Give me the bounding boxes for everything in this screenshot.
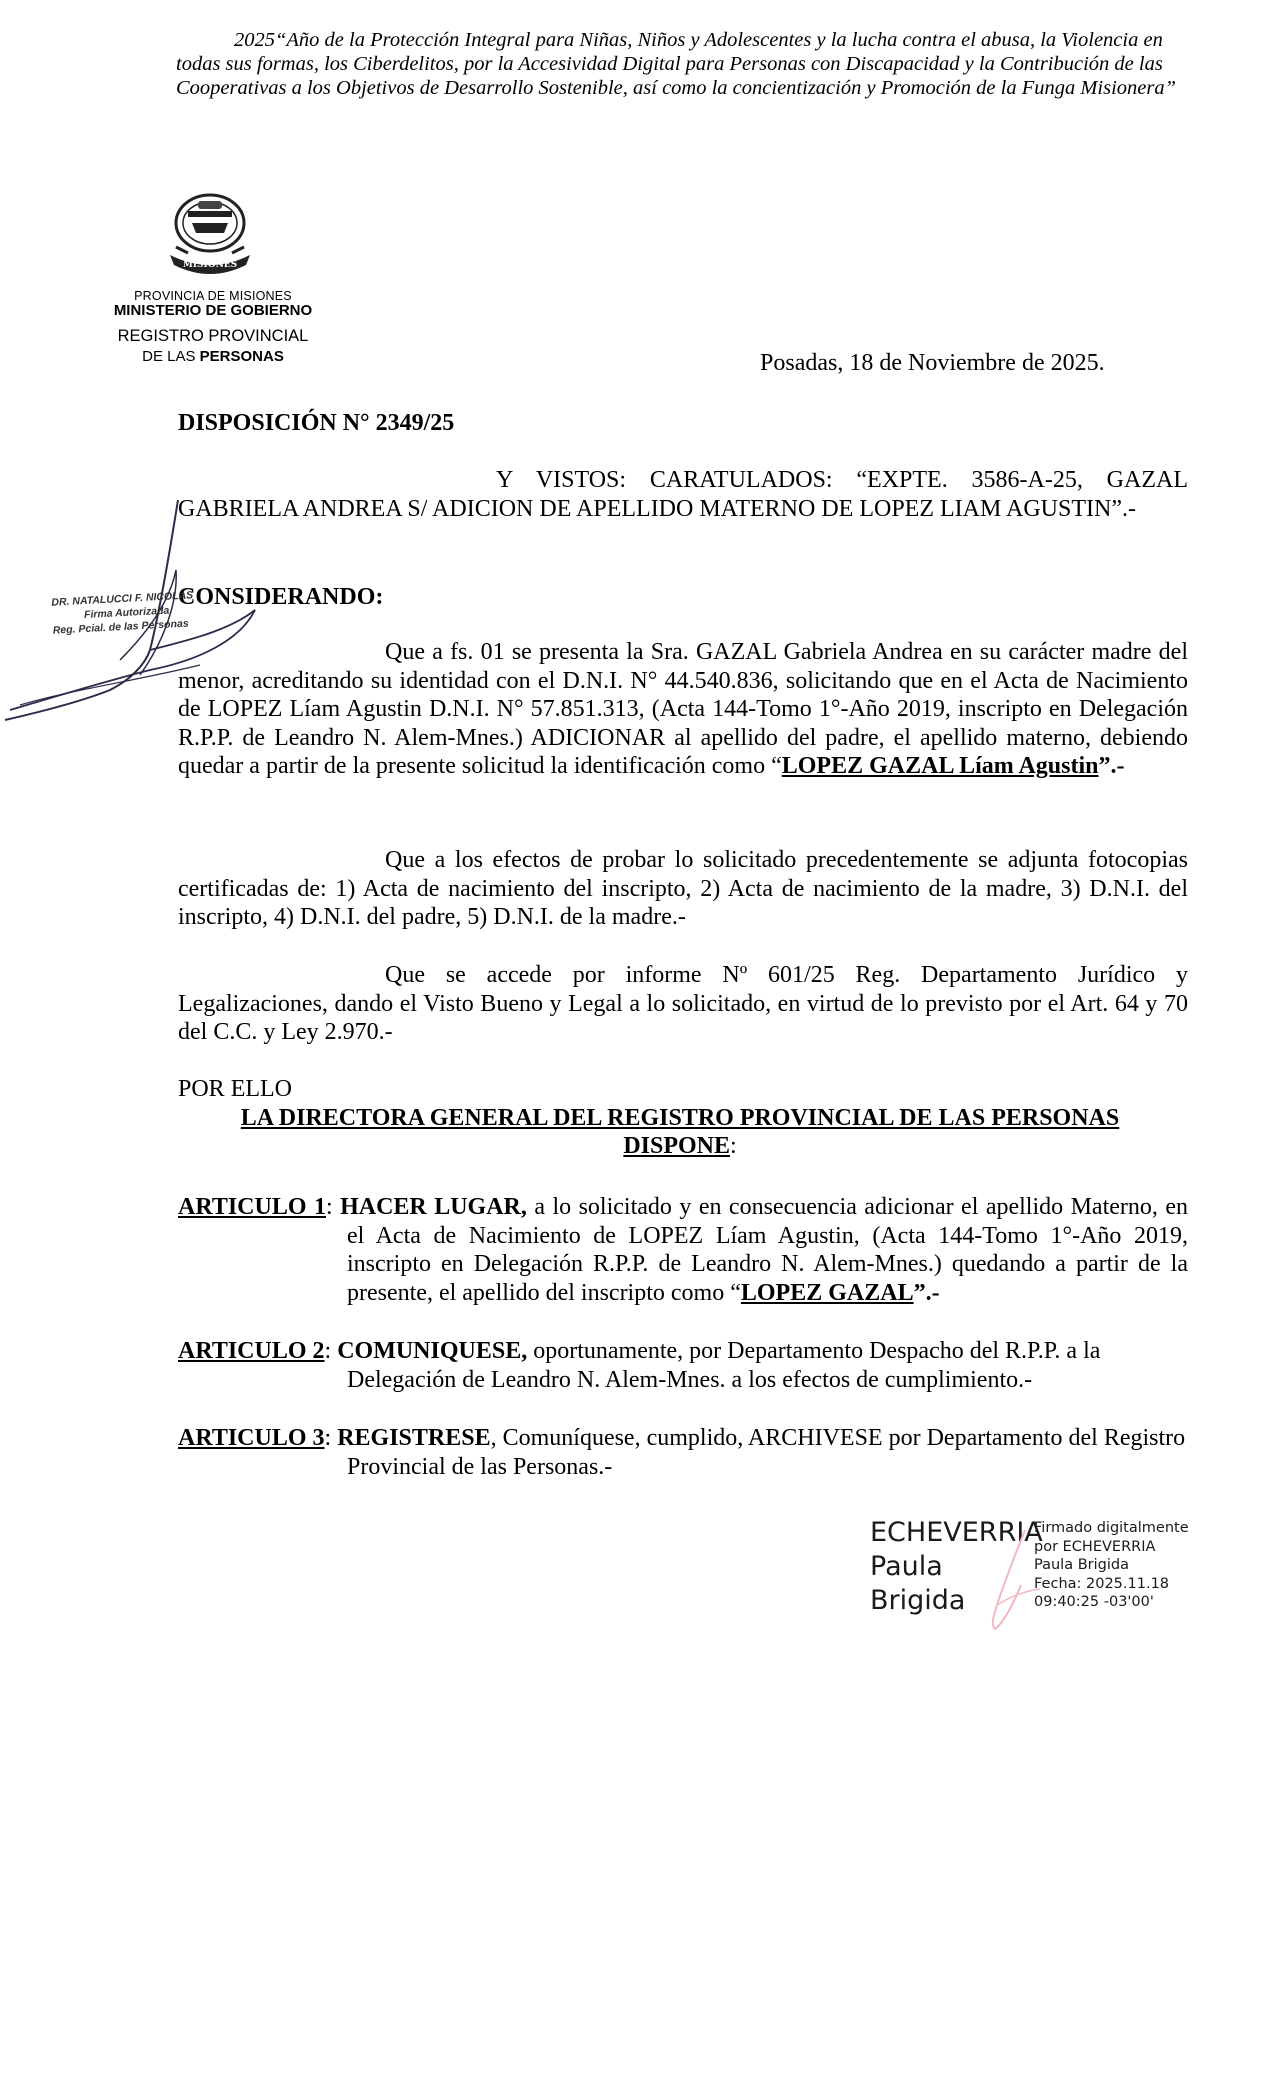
article-3-lead: REGISTRESE [337,1425,491,1451]
article-3-label: ARTICULO 3 [178,1425,325,1451]
article-3 [178,1424,1188,1481]
org-registry: REGISTRO PROVINCIAL [117,327,309,345]
article-3-body: , Comuníquese, cumplido, ARCHIVESE por Departamento del Registro Provincial de las Personas.- [347,1425,1186,1480]
paragraph-1-body: Que a fs. 01 se presenta la Sra. GAZAL Gabriela Andrea en su carácter madre del menor, acreditando su identidad con el D.N.I. N° 44.540.836, solicitando que en el Acta de Nacimiento de LOPEZ Líam Agustin D.N.I. N° 57.851.313, (Acta 144-Tomo 1°-Año 2019, inscripto en Delegación R.P.P. de Leandro N. Alem-Mnes.) ADICIONAR al apellido del padre, el apellido materno, debiendo quedar a partir de la presente solicitud la identificación como “ [178,639,1188,779]
signature-info-line-1: Firmado digitalmente [1034,1520,1189,1536]
org-registry-sub [92,348,334,365]
por-ello: POR ELLO [178,1076,292,1102]
vistos-text: Y VISTOS: CARATULADOS: “EXPTE. 3586-A-25, GAZAL GABRIELA ANDREA S/ ADICION DE APELLIDO MATERNO DE LOPEZ LIAM AGUSTIN”.- [178,467,1188,522]
considerando-paragraph-2 [178,846,1188,932]
article-3-text: ARTICULO 3: REGISTRESE, Comuníquese, cumplido, ARCHIVESE por Departamento del Registro Provincial de las Personas.- [178,1425,1186,1480]
article-2-lead: COMUNIQUESE, [337,1338,528,1364]
article-2-body: oportunamente, por Departamento Despacho del R.P.P. a la Delegación de Leandro N. Alem-Mnes. a los efectos de cumplimiento.- [347,1338,1101,1393]
article-1-lead: HACER LUGAR, [340,1194,527,1220]
signature-info-line-3: Paula Brigida [1034,1557,1129,1573]
coat-of-arms-logo [162,193,258,281]
article-1 [178,1193,1188,1307]
signature-name-line-3: Brigida [870,1585,966,1616]
article-1-text: ARTICULO 1: HACER LUGAR, a lo solicitado y en consecuencia adicionar el apellido Materno, en el Acta de Nacimiento de LOPEZ Líam Agustin, (Acta 144-Tomo 1°-Año 2019, inscripto en Delegación R.P.P. de Leandro N. Alem-Mnes.) quedando a partir de la presente, el apellido del inscripto como “LOPEZ GAZAL”.- [178,1194,1188,1306]
org-registry-sub-a: DE LAS [142,348,196,365]
org-registry-sub-b: PERSONAS [199,348,284,365]
article-2-label: ARTICULO 2 [178,1338,325,1364]
considerando-paragraph-3 [178,961,1188,1047]
paragraph-1-name: LOPEZ GAZAL Líam Agustin [781,753,1099,779]
dispone-word: DISPONE [623,1133,730,1159]
digital-signature-info [1034,1519,1189,1612]
header-motto: 2025“Año de la Protección Integral para Niñas, Niños y Adolescentes y la lucha contra el abusa, la Violencia en todas sus formas, los Ciberdelitos, por la Accesividad Digital para Personas con Discapacidad y la Contribución de las Cooperativas a los Objetivos de Desarrollo Sostenible, así como la concientización y Promoción de la Funga Misionera” [176,29,1177,99]
org-ministry: MINISTERIO DE GOBIERNO [113,302,313,319]
considerando-heading: CONSIDERANDO: [178,584,384,610]
article-2 [178,1337,1188,1394]
signature-info-line-5: 09:40:25 -03'00' [1034,1594,1154,1610]
signature-info-line-2: por ECHEVERRIA [1034,1538,1156,1555]
stamp-line-1: DR. NATALUCCI F. NICOLAS [51,589,194,609]
considerando-paragraph-1 [178,638,1188,781]
signature-name-line-2: Paula [870,1551,943,1582]
paragraph-2-text: Que a los efectos de probar lo solicitado precedentemente se adjunta fotocopias certificadas de: 1) Acta de nacimiento del inscripto, 2) Acta de nacimiento de la madre, 3) D.N.I. del inscripto, 4) D.N.I. del padre, 5) D.N.I. de la madre.- [178,847,1188,930]
margin-authorization-stamp [51,588,195,637]
shield-ribbon-text: MISIONES [182,260,238,270]
paragraph-1-text [178,638,1188,781]
article-1-end: ”.- [913,1279,940,1306]
stamp-line-3: Reg. Pcial. de las Personas [52,617,189,637]
paragraph-1-end: ”.- [1098,753,1125,779]
signature-name-line-1: ECHEVERRIA [870,1517,1043,1548]
article-1-body: a lo solicitado y en consecuencia adicionar el apellido Materno, en el Acta de Nacimiento de LOPEZ Líam Agustin, (Acta 144-Tomo 1°-Año 2019, inscripto en Delegación R.P.P. de Leandro N. Alem-Mnes.) quedando a partir de la presente, el apellido del inscripto como “ [347,1194,1188,1306]
director-heading [220,1104,1140,1160]
dispone-colon: : [730,1133,737,1159]
article-1-label: ARTICULO 1 [178,1194,326,1220]
disposition-title: DISPOSICIÓN N° 2349/25 [178,410,455,436]
stamp-line-2: Firma Autorizada [83,604,170,622]
signature-info-line-4: Fecha: 2025.11.18 [1034,1575,1170,1592]
director-line: LA DIRECTORA GENERAL DEL REGISTRO PROVINCIAL DE LAS PERSONAS [240,1105,1120,1131]
document-date: Posadas, 18 de Noviembre de 2025. [760,350,1105,376]
org-province: PROVINCIA DE MISIONES [134,289,292,303]
article-2-text: ARTICULO 2: COMUNIQUESE, oportunamente, por Departamento Despacho del R.P.P. a la Delegación de Leandro N. Alem-Mnes. a los efectos de cumplimiento.- [178,1338,1101,1393]
paragraph-3-text: Que se accede por informe Nº 601/25 Reg. Departamento Jurídico y Legalizaciones, dando el Visto Bueno y Legal a lo solicitado, en virtud de lo previsto por el Art. 64 y 70 del C.C. y Ley 2.970.- [178,962,1188,1045]
article-1-name: LOPEZ GAZAL [740,1279,914,1306]
